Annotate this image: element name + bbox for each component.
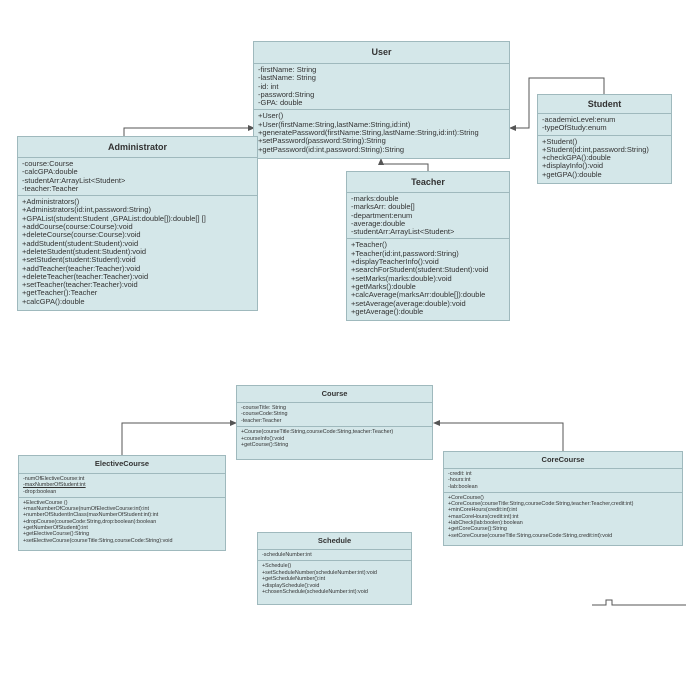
method: +getElectiveCourse():String bbox=[23, 531, 90, 538]
method: +GPAList(student:Student ,GPAList:double[]):double[] [] bbox=[22, 214, 206, 223]
method: +setTeacher(teacher:Teacher):void bbox=[22, 281, 138, 290]
method: +Student() bbox=[542, 137, 578, 146]
method: +Course(courseTitle:String,courseCode:String,teacher:Teacher) bbox=[241, 429, 394, 436]
method: +checkGPA():double bbox=[542, 154, 611, 163]
method: +numberOfStudentInClass(maxNumberOfStudent:int):int bbox=[23, 512, 159, 519]
class-core-course-title: CoreCourse bbox=[444, 452, 682, 469]
method: +courseInfo():void bbox=[241, 435, 285, 442]
attribute: -GPA: double bbox=[258, 99, 303, 108]
method: +setScheduleNumber(scheduleNumber:int):void bbox=[262, 569, 377, 576]
arrowhead-course-right bbox=[433, 420, 440, 426]
method: +calcGPA():double bbox=[22, 297, 85, 306]
method: +displayInfo():void bbox=[542, 162, 604, 171]
class-user-title: User bbox=[254, 42, 509, 64]
class-administrator-title: Administrator bbox=[18, 137, 257, 158]
attribute: -numOfElectiveCourse:int bbox=[23, 476, 85, 482]
method: +getAverage():double bbox=[351, 307, 424, 316]
method: +labCheck(lab:boolen):boolean bbox=[448, 520, 523, 527]
method: +User() bbox=[258, 112, 284, 121]
teacher-to-user-arrow bbox=[381, 162, 428, 171]
class-teacher-methods bbox=[347, 239, 509, 318]
class-administrator[interactable] bbox=[17, 136, 258, 311]
elective-to-course-arrow bbox=[122, 423, 233, 456]
method: +ElectiveCourse () bbox=[23, 499, 68, 506]
method: +getPassword(id:int,password:String):String bbox=[258, 145, 405, 154]
class-course[interactable] bbox=[236, 385, 433, 460]
method: +Administrators(id:int,password:String) bbox=[22, 206, 152, 215]
attribute: -scheduleNumber:int bbox=[262, 552, 312, 558]
method: +getGPA():double bbox=[542, 170, 602, 179]
class-student-methods bbox=[538, 136, 671, 181]
class-student-title: Student bbox=[538, 95, 671, 114]
method: +calcAverage(marksArr:double[]):double bbox=[351, 291, 486, 300]
attribute: -teacher:Teacher bbox=[241, 417, 282, 424]
method: +displaySchedule():void bbox=[262, 582, 320, 589]
core-to-course-arrow bbox=[437, 423, 563, 451]
method: +Teacher(id:int,password:String) bbox=[351, 249, 459, 258]
class-schedule-attributes bbox=[258, 550, 411, 561]
method: +setStudent(student:Student):void bbox=[22, 256, 136, 265]
attribute: -calcGPA:double bbox=[22, 168, 78, 177]
class-core-course-methods bbox=[444, 493, 682, 541]
method: +getMarks():double bbox=[351, 282, 416, 291]
class-course-title: Course bbox=[237, 386, 432, 403]
administrator-to-user-arrow bbox=[124, 128, 251, 136]
class-administrator-methods bbox=[18, 196, 257, 308]
attribute: -department:enum bbox=[351, 211, 413, 220]
class-user[interactable] bbox=[253, 41, 510, 159]
class-administrator-attributes bbox=[18, 158, 257, 196]
method: +User(firstName:String,lastName:String,id:int) bbox=[258, 120, 411, 129]
attribute: -password:String bbox=[258, 90, 315, 99]
attribute: -firstName: String bbox=[258, 66, 317, 74]
method: +deleteStudent(student:Student):void bbox=[22, 247, 147, 256]
attribute: -lastName: String bbox=[258, 74, 316, 83]
attribute: -courseTitle: String bbox=[241, 405, 287, 411]
class-schedule-methods bbox=[258, 561, 411, 597]
attribute: -teacher:Teacher bbox=[22, 184, 79, 193]
method: +maxCoreHours(credit:int):int bbox=[448, 513, 519, 520]
arrowhead-user-right bbox=[509, 125, 516, 131]
method: +setCoreCourse(courseTitle:String,courseCode:String,credit:int):void bbox=[448, 532, 613, 539]
method: +Administrators() bbox=[22, 198, 80, 207]
method: +getScheduleNumber():int bbox=[262, 576, 326, 583]
class-teacher-title: Teacher bbox=[347, 172, 509, 193]
attribute: -id: int bbox=[258, 82, 279, 91]
method: +getCourse():String bbox=[241, 442, 289, 449]
stray-connector-line bbox=[592, 600, 686, 605]
method: +CoreCourse(courseTitle:String,courseCode:String,teacher:Teacher,credit:int) bbox=[448, 501, 634, 508]
method: +getCoreCourse():String bbox=[448, 526, 507, 533]
attribute: -studentArr:ArrayList<Student> bbox=[351, 228, 455, 237]
method: +Teacher() bbox=[351, 241, 388, 250]
static-attribute: -maxNumberOfStudent:int bbox=[23, 482, 86, 489]
method: +setElectiveCourse(courseTitle:String,courseCode:String):void bbox=[23, 537, 173, 544]
class-elective-course-methods bbox=[19, 498, 225, 546]
method: +setAverage(average:double):void bbox=[351, 299, 466, 308]
class-teacher[interactable] bbox=[346, 171, 510, 321]
class-teacher-attributes bbox=[347, 193, 509, 239]
method: +getTeacher():Teacher bbox=[22, 289, 98, 298]
class-core-course-attributes bbox=[444, 469, 682, 493]
attribute: -credit: int bbox=[448, 471, 472, 477]
method: +searchForStudent(student:Student):void bbox=[351, 266, 489, 275]
class-user-attributes bbox=[254, 64, 509, 110]
method: +setPassword(password:String):String bbox=[258, 137, 386, 146]
class-elective-course-title: ElectiveCourse bbox=[19, 456, 225, 474]
attribute: -academicLevel:enum bbox=[542, 116, 616, 124]
attribute: -studentArr:ArrayList<Student> bbox=[22, 176, 126, 185]
attribute: -marks:double bbox=[351, 195, 399, 203]
class-student[interactable] bbox=[537, 94, 672, 184]
method: +deleteCourse(course:Course):void bbox=[22, 231, 141, 240]
class-core-course[interactable] bbox=[443, 451, 683, 546]
method: +displayTeacherInfo():void bbox=[351, 258, 439, 267]
attribute: -drop:boolean bbox=[23, 488, 57, 495]
method: +addStudent(student:Student):void bbox=[22, 239, 139, 248]
class-user-methods bbox=[254, 110, 509, 155]
attribute: -hours:int bbox=[448, 477, 471, 484]
method: +Schedule() bbox=[262, 563, 292, 570]
attribute: -course:Course bbox=[22, 160, 74, 168]
class-elective-course[interactable] bbox=[18, 455, 226, 551]
attribute: -typeOfStudy:enum bbox=[542, 124, 607, 133]
attribute: -courseCode:String bbox=[241, 411, 288, 418]
method: +dropCourse(courseCode:String,drop:boolean):boolean bbox=[23, 518, 157, 525]
method: +deleteTeacher(teacher:Teacher):void bbox=[22, 272, 149, 281]
attribute: -marksArr: double[] bbox=[351, 203, 415, 212]
method: +addCourse(course:Course):void bbox=[22, 223, 133, 232]
attribute: -lab:boolean bbox=[448, 483, 478, 490]
class-schedule[interactable] bbox=[257, 532, 412, 605]
method: +maxNumberOfCourse(numOfElectiveCourse:int):int bbox=[23, 506, 149, 513]
method: +getNumberOfStudent():int bbox=[23, 525, 88, 532]
method: +setMarks(marks:double):void bbox=[351, 274, 452, 283]
class-elective-course-attributes bbox=[19, 474, 225, 498]
method: +CoreCourse() bbox=[448, 494, 484, 501]
class-course-methods bbox=[237, 427, 432, 450]
method: +addTeacher(teacher:Teacher):void bbox=[22, 264, 141, 273]
method: +generatePassword(firstName:String,lastName:String,id:int):String bbox=[258, 129, 479, 138]
method: +minCoreHours(credit:int):int bbox=[448, 507, 518, 514]
method: +Student(id:int,password:String) bbox=[542, 145, 649, 154]
class-course-attributes bbox=[237, 403, 432, 427]
arrowhead-user-bottom bbox=[378, 158, 384, 165]
class-schedule-title: Schedule bbox=[258, 533, 411, 550]
class-student-attributes bbox=[538, 114, 671, 136]
attribute: -average:double bbox=[351, 219, 406, 228]
method: +chosenSchedule(scheduleNumber:int):void bbox=[262, 589, 368, 596]
